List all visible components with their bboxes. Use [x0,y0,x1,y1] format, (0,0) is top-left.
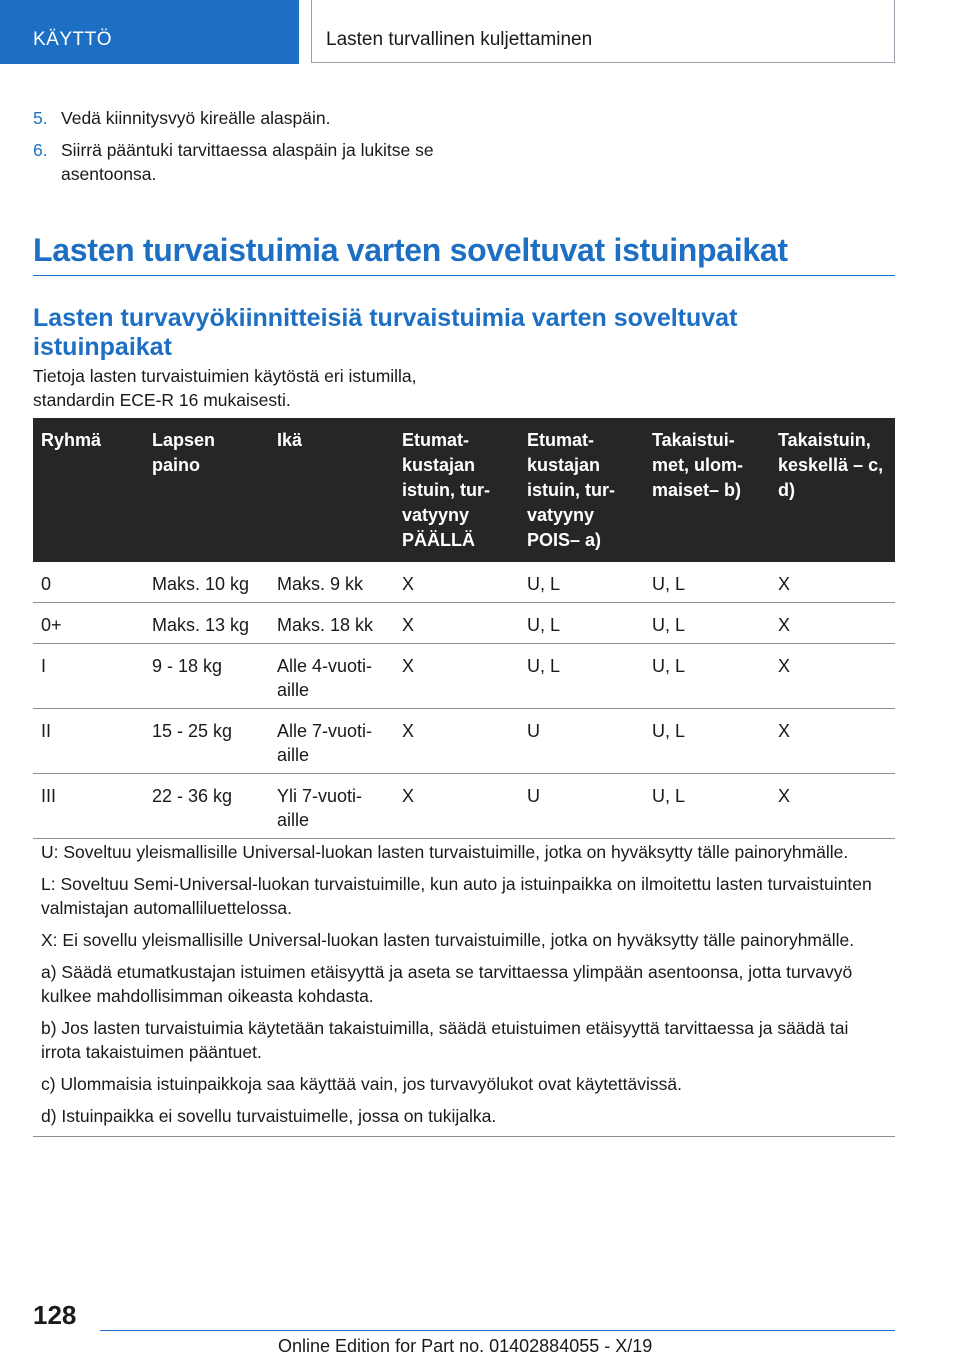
table-cell: Yli 7-vuotiaille [269,774,394,839]
table-cell: U [519,709,644,774]
column-header: Etumatkustajan istuin, turvatyyny PÄÄLLÄ [394,418,519,562]
table-cell: 0 [33,562,144,603]
table-cell: U, L [519,562,644,603]
column-header: Lapsen paino [144,418,269,562]
table-cell: Alle 4-vuotiaille [269,644,394,709]
note-d: d) Istuinpaikka ei sovellu turvaistuimelle, jossa on tukijalka. [41,1106,497,1126]
section-heading: Lasten turvaistuimia varten soveltuvat istuinpaikat [33,232,895,276]
list-item [33,106,453,130]
section-tab [0,0,299,64]
table-row [33,562,895,603]
table-cell: U, L [519,603,644,644]
table-cell: X [394,709,519,774]
table-cell: X [770,709,895,774]
page-number: 128 [33,1300,77,1330]
table-row [33,774,895,839]
table-cell: Maks. 18 kk [269,603,394,644]
footer-divider [100,1330,895,1331]
table-row [33,644,895,709]
intro-text: Tietoja lasten turvaistuimien käytöstä eri istumilla, standardin ECE-R 16 mukaisesti. [33,366,417,410]
table-cell: Maks. 9 kk [269,562,394,603]
list-item [33,138,453,186]
column-header: Takaistuimet, ulommaiset– b) [644,418,770,562]
note-c: c) Ulommaisia istuinpaikkoja saa käyttää vain, jos turvavyölukot ovat käytettävissä. [41,1074,682,1094]
table-cell: U, L [644,603,770,644]
table-cell: III [33,774,144,839]
table-header-row [33,418,895,562]
edition-note: Online Edition for Part no. 01402884055 - X/19 [278,1336,653,1356]
table-cell: Maks. 13 kg [144,603,269,644]
table-cell: 15 - 25 kg [144,709,269,774]
table-cell: U, L [519,644,644,709]
table-cell: U, L [644,774,770,839]
note-a: a) Säädä etumatkustajan istuimen etäisyyttä ja aseta se tarvittaessa ylimpään asentoonsa, jotta turvavyö kulkee mahdollisimman oikeasta kohdasta. [41,962,853,1006]
table-cell: U, L [644,709,770,774]
table-cell: 9 - 18 kg [144,644,269,709]
note-x: X: Ei sovellu yleismallisille Universal-luokan lasten turvaistuimille, jotka on hyväksytty tälle painoryhmälle. [41,930,855,950]
step-text: Siirrä pääntuki tarvittaessa alaspäin ja lukitse se asentoonsa. [61,140,434,184]
table-cell: X [394,774,519,839]
table-row [33,603,895,644]
subsection-heading: Lasten turvavyökiinnitteisiä turvaistuimia varten soveltuvat istuinpaikat [33,304,738,361]
table-cell: X [770,644,895,709]
table-cell: Alle 7-vuotiaille [269,709,394,774]
table-cell: 0+ [33,603,144,644]
seat-suitability-table [33,418,895,839]
table-cell: X [394,644,519,709]
chapter-title: Lasten turvallinen kuljettaminen [326,29,593,50]
table-cell: U, L [644,644,770,709]
note-l: L: Soveltuu Semi-Universal-luokan turvaistuimille, kun auto ja istuinpaikka on ilmoitettu lasten turvaistuinten valmistajan automalliluettelossa. [41,874,872,918]
step-number: 6. [33,140,48,160]
step-list [33,106,453,194]
note-b: b) Jos lasten turvaistuimia käytetään takaistuimilla, säädä etuistuimen etäisyyttä tarvittaessa ja säädä tai irrota takaistuimen pääntuet. [41,1018,849,1062]
column-header: Ikä [269,418,394,562]
table-cell: II [33,709,144,774]
section-title: KÄYTTÖ [33,29,113,50]
table-cell: 22 - 36 kg [144,774,269,839]
table-cell: I [33,644,144,709]
table-cell: U, L [644,562,770,603]
table-cell: X [394,603,519,644]
table-cell: X [770,603,895,644]
column-header: Takaistuin, keskellä – c, d) [770,418,895,562]
table-notes [33,832,895,1137]
table-cell: X [394,562,519,603]
table-cell: Maks. 10 kg [144,562,269,603]
chapter-tab [311,0,895,63]
step-number: 5. [33,108,48,128]
column-header: Etumatkustajan istuin, turvatyyny POIS– a) [519,418,644,562]
table-row [33,709,895,774]
table-cell: U [519,774,644,839]
table-cell: X [770,774,895,839]
table-cell: X [770,562,895,603]
column-header: Ryhmä [33,418,144,562]
step-text: Vedä kiinnitysvyö kireälle alaspäin. [61,108,331,128]
note-u: U: Soveltuu yleismallisille Universal-luokan lasten turvaistuimille, jotka on hyväksytty tälle painoryhmälle. [41,842,849,862]
